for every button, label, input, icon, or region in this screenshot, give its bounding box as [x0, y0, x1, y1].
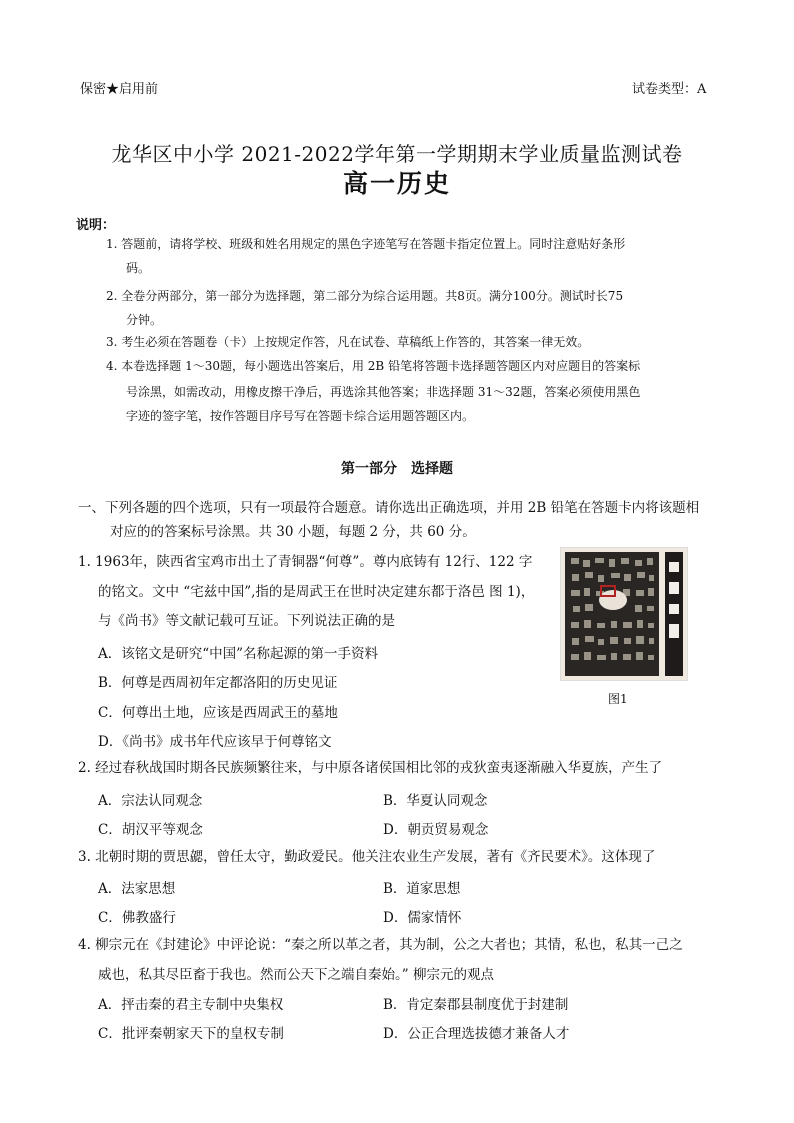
option-a: A．该铭文是研究“中国”名称起源的第一手资料 [98, 646, 379, 662]
notes-label: 说明： [76, 218, 116, 233]
note-line: 3. 考生必须在答题卷（卡）上按规定作答，凡在试卷、草稿纸上作答的，其答案一律无效。 [106, 335, 590, 349]
note-line: 号涂黑，如需改动，用橡皮擦干净后，再选涂其他答案；非选择题 31～32题，答案必须使用黑色 [126, 385, 641, 399]
option-c: C．胡汉平等观念 [98, 822, 203, 838]
bronze-inscription-image [560, 547, 688, 681]
option-b: B．道家思想 [383, 881, 461, 897]
option-b: B．华夏认同观念 [383, 793, 488, 809]
option-c: C．何尊出土地，应该是西周武王的墓地 [98, 705, 338, 721]
option-a: A．法家思想 [98, 881, 176, 897]
option-c: C．佛教盛行 [98, 910, 176, 926]
question-stem: 的铭文。文中 “宅兹中国”,指的是周武王在世时决定建东都于洛邑 图 1)， [98, 584, 535, 600]
question-stem: 4. 柳宗元在《封建论》中评论说：“秦之所以革之者，其为制，公之大者也；其情，私也，私其一己之 [78, 937, 683, 953]
question-stem: 2. 经过春秋战国时期各民族频繁往来，与中原各诸侯国相比邻的戎狄蛮夷逐渐融入华夏族，产生了 [78, 760, 663, 776]
section-instruction: 对应的的答案标号涂黑。共 30 小题，每题 2 分，共 60 分。 [110, 524, 476, 540]
subject-title: 高一历史 [342, 169, 451, 198]
section-title: 第一部分 选择题 [341, 461, 453, 477]
option-c: C．批评秦朝家天下的皇权专制 [98, 1026, 284, 1042]
note-line: 分钟。 [126, 313, 163, 327]
option-b: B．肯定秦郡县制度优于封建制 [383, 997, 569, 1013]
option-d: D．《尚书》成书年代应该早于何尊铭文 [98, 734, 332, 750]
section-instruction: 一、下列各题的四个选项，只有一项最符合题意。请你选出正确选项，并用 2B 铅笔在答题卡内将该题相 [78, 500, 700, 516]
option-d: D．公正合理选拔德才兼备人才 [383, 1026, 570, 1042]
paper-type-label: 试卷类型：A [632, 82, 707, 97]
note-line: 2. 全卷分两部分，第一部分为选择题，第二部分为综合运用题。共8页。满分100分。测试时长75 [106, 289, 624, 303]
option-a: A．抨击秦的君主专制中央集权 [98, 997, 284, 1013]
note-line: 4. 本卷选择题 1～30题，每小题选出答案后，用 2B 铅笔将答题卡选择题答题区内对应题目的答案标 [106, 359, 641, 373]
option-a: A．宗法认同观念 [98, 793, 203, 809]
option-d: D．儒家情怀 [383, 910, 462, 926]
option-b: B．何尊是西周初年定都洛阳的历史见证 [98, 675, 338, 691]
option-d: D．朝贡贸易观念 [383, 822, 489, 838]
question-stem: 与《尚书》等文献记载可互证。下列说法正确的是 [98, 613, 395, 629]
confidential-label: 保密★启用前 [80, 82, 159, 97]
note-line: 码。 [126, 261, 151, 275]
figure-caption: 图1 [608, 692, 628, 706]
inscription-rubbing-illustration [561, 548, 687, 680]
question-stem: 3. 北朝时期的贾思勰，曾任太守，勤政爱民。他关注农业生产发展，著有《齐民要术》。这体现了 [78, 849, 656, 865]
question-stem: 1. 1963年，陕西省宝鸡市出土了青铜器“何尊”。尊内底铸有 12行、122 字 [78, 554, 533, 570]
note-line: 1. 答题前，请将学校、班级和姓名用规定的黑色字迹笔写在答题卡指定位置上。同时注意贴好条形 [106, 237, 626, 251]
exam-title: 龙华区中小学 2021-2022学年第一学期期末学业质量监测试卷 [111, 142, 683, 166]
note-line: 字迹的签字笔，按作答题目序号写在答题卡综合运用题答题区内。 [126, 409, 475, 423]
question-stem: 威也，私其尽臣畜于我也。然而公天下之端自秦始。” 柳宗元的观点 [98, 967, 494, 983]
